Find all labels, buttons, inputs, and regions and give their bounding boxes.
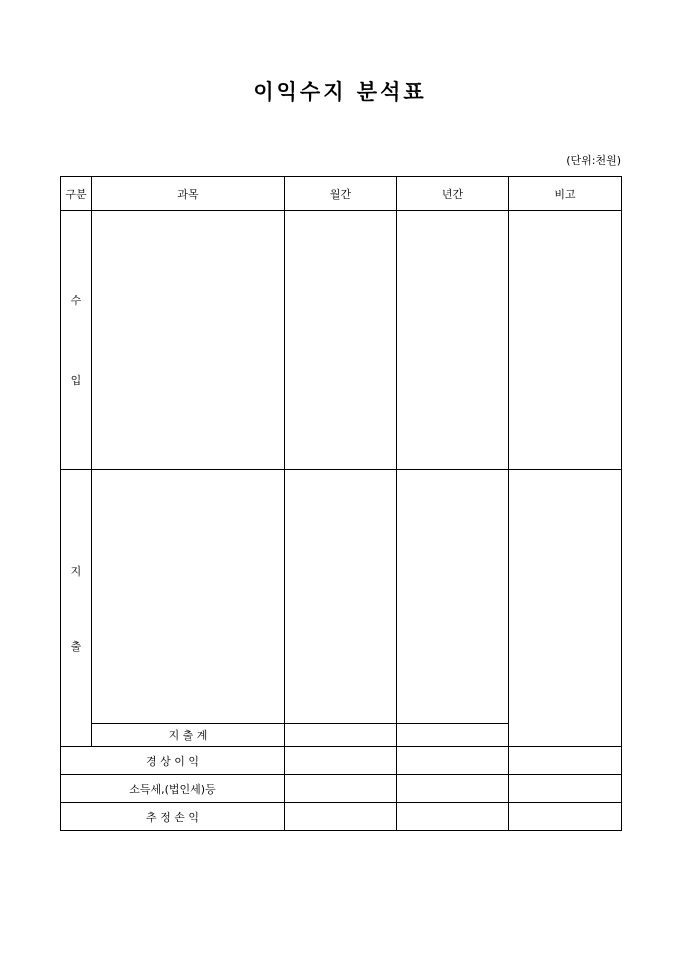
header-yearly: 년간: [397, 177, 509, 211]
income-item-cell[interactable]: [92, 211, 285, 470]
header-remarks: 비고: [509, 177, 622, 211]
analysis-table: [60, 176, 622, 831]
income-tax-yearly[interactable]: [397, 775, 509, 803]
income-remarks-cell[interactable]: [509, 211, 622, 470]
income-tax-monthly[interactable]: [285, 775, 397, 803]
ordinary-profit-monthly[interactable]: [285, 747, 397, 775]
income-tax-row: [61, 775, 622, 803]
income-category-cell: [61, 211, 92, 470]
income-label-char-1: 수: [70, 294, 82, 307]
expense-category-cell: [61, 470, 92, 747]
estimated-profit-yearly[interactable]: [397, 803, 509, 831]
header-category: 구분: [61, 177, 92, 211]
header-monthly: 월간: [285, 177, 397, 211]
ordinary-profit-remarks[interactable]: [509, 747, 622, 775]
income-yearly-cell[interactable]: [397, 211, 509, 470]
header-item: 과목: [92, 177, 285, 211]
expense-subtotal-monthly[interactable]: [285, 724, 397, 747]
expense-remarks-cell[interactable]: [509, 470, 622, 747]
income-monthly-cell[interactable]: [285, 211, 397, 470]
header-row: [61, 177, 622, 211]
expense-yearly-cell[interactable]: [397, 470, 509, 724]
expense-subtotal-label: 지 출 계: [92, 724, 285, 747]
expense-item-cell[interactable]: [92, 470, 285, 724]
expense-label-char-2: 출: [70, 639, 82, 653]
expense-monthly-cell[interactable]: [285, 470, 397, 724]
ordinary-profit-yearly[interactable]: [397, 747, 509, 775]
income-tax-remarks[interactable]: [509, 775, 622, 803]
unit-note: (단위:천원): [566, 154, 621, 167]
expense-section: [61, 470, 622, 724]
estimated-profit-monthly[interactable]: [285, 803, 397, 831]
page-title: 이익수지 분석표: [253, 79, 427, 104]
estimated-profit-remarks[interactable]: [509, 803, 622, 831]
income-label-char-2: 입: [70, 374, 82, 387]
expense-label-char-1: 지: [70, 564, 82, 578]
expense-subtotal-yearly[interactable]: [397, 724, 509, 747]
ordinary-profit-label: 경 상 이 익: [61, 747, 285, 775]
income-tax-label: 소득세,(법인세)등: [61, 775, 285, 803]
ordinary-profit-row: [61, 747, 622, 775]
estimated-profit-label: 추 정 손 익: [61, 803, 285, 831]
income-section: [61, 211, 622, 470]
estimated-profit-row: [61, 803, 622, 831]
